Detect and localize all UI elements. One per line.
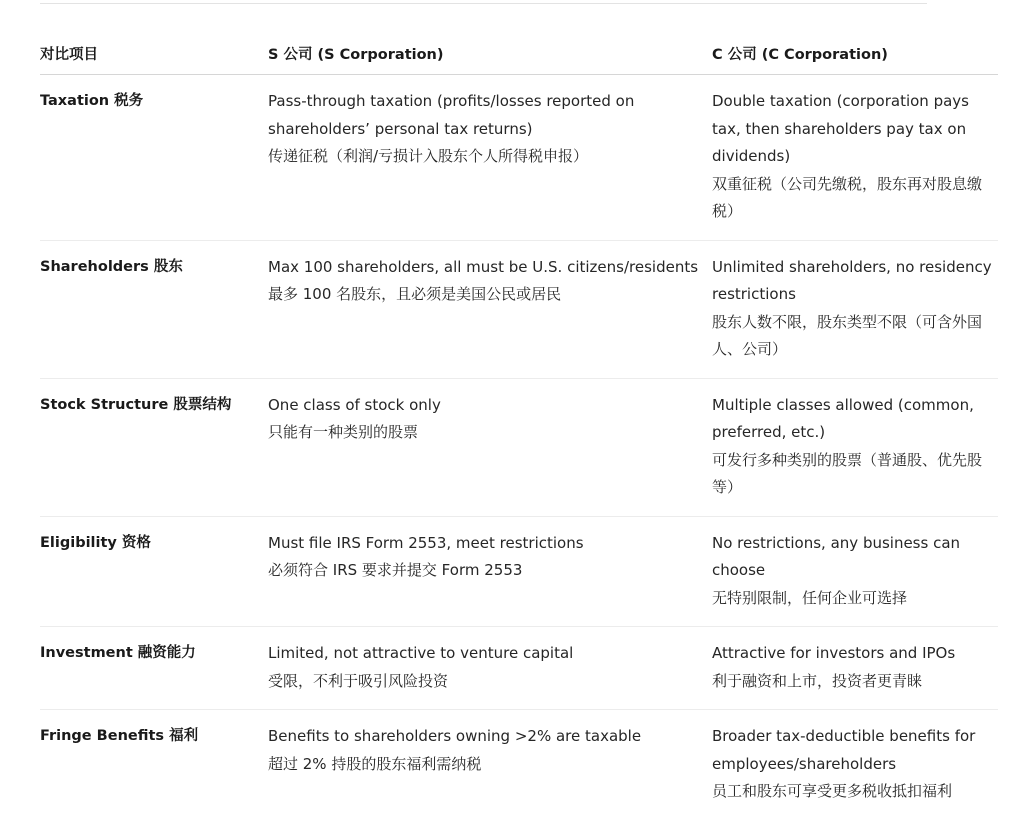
- row-aspect-shareholders: Shareholders 股东: [40, 258, 183, 275]
- s-corp-chinese-text: 只能有一种类别的股票: [268, 423, 419, 441]
- c-corp-cell: [712, 517, 998, 627]
- c-corp-cell: [712, 627, 998, 709]
- header-c-corp: C 公司 (C Corporation): [712, 47, 888, 63]
- s-corp-english-text: Benefits to shareholders owning >2% are taxable: [268, 727, 642, 745]
- table-row: [40, 710, 998, 820]
- c-corp-english-text: Multiple classes allowed (common, preferred, etc.): [712, 395, 974, 441]
- s-corp-english-text: Limited, not attractive to venture capital: [268, 644, 574, 662]
- table-row: [40, 241, 998, 379]
- c-corp-cell: [712, 710, 998, 820]
- c-corp-cell: [712, 241, 998, 378]
- c-corp-english-text: No restrictions, any business can choose: [712, 533, 961, 579]
- c-corp-english-text: Double taxation (corporation pays tax, then shareholders pay tax on dividends): [712, 92, 969, 165]
- top-divider: [40, 3, 927, 4]
- c-corp-english-text: Unlimited shareholders, no residency restrictions: [712, 257, 992, 303]
- header-aspect: 对比项目: [40, 47, 98, 63]
- s-corp-cell: [268, 517, 712, 627]
- s-corp-cell: [268, 627, 712, 709]
- c-corp-chinese-text: 股东人数不限，股东类型不限（可含外国人、公司）: [712, 312, 983, 358]
- s-corp-cell: [268, 710, 712, 820]
- c-corp-english-text: Broader tax-deductible benefits for employees/shareholders: [712, 727, 976, 773]
- comparison-table: [40, 36, 998, 820]
- c-corp-cell: [712, 379, 998, 516]
- row-aspect-stock-structure: Stock Structure 股票结构: [40, 396, 232, 413]
- s-corp-chinese-text: 传递征税（利润/亏损计入股东个人所得税申报）: [268, 147, 589, 165]
- s-corp-chinese-text: 受限，不利于吸引风险投资: [268, 671, 449, 690]
- s-corp-cell: [268, 75, 712, 240]
- table-row: [40, 627, 998, 710]
- c-corp-chinese-text: 可发行多种类别的股票（普通股、优先股等）: [712, 450, 983, 496]
- row-aspect-taxation: Taxation 税务: [40, 93, 144, 109]
- c-corp-english-text: Attractive for investors and IPOs: [712, 644, 956, 662]
- table-row: [40, 517, 998, 628]
- header-s-corp: S 公司 (S Corporation): [268, 47, 444, 63]
- s-corp-english-text: Pass-through taxation (profits/losses reported on shareholders’ personal tax returns): [268, 92, 635, 138]
- s-corp-chinese-text: 必须符合 IRS 要求并提交 Form 2553: [268, 561, 523, 579]
- s-corp-english-text: Must file IRS Form 2553, meet restrictions: [268, 533, 584, 552]
- table-header-row: [40, 36, 998, 75]
- c-corp-cell: [712, 75, 998, 240]
- row-aspect-eligibility: Eligibility 资格: [40, 534, 151, 551]
- s-corp-cell: [268, 241, 712, 378]
- s-corp-chinese-text: 超过 2% 持股的股东福利需纳税: [268, 754, 482, 773]
- table-row: [40, 75, 998, 241]
- c-corp-chinese-text: 员工和股东可享受更多税收抵扣福利: [712, 782, 953, 800]
- table-row: [40, 379, 998, 517]
- s-corp-cell: [268, 379, 712, 516]
- c-corp-chinese-text: 双重征税（公司先缴税，股东再对股息缴税）: [712, 174, 983, 220]
- c-corp-chinese-text: 无特别限制，任何企业可选择: [712, 588, 908, 607]
- c-corp-chinese-text: 利于融资和上市，投资者更青睐: [712, 671, 923, 690]
- s-corp-chinese-text: 最多 100 名股东，且必须是美国公民或居民: [268, 285, 562, 303]
- s-corp-english-text: Max 100 shareholders, all must be U.S. citizens/residents: [268, 257, 699, 276]
- s-corp-english-text: One class of stock only: [268, 395, 441, 414]
- row-aspect-fringe-benefits: Fringe Benefits 福利: [40, 728, 199, 744]
- row-aspect-investment: Investment 融资能力: [40, 645, 196, 661]
